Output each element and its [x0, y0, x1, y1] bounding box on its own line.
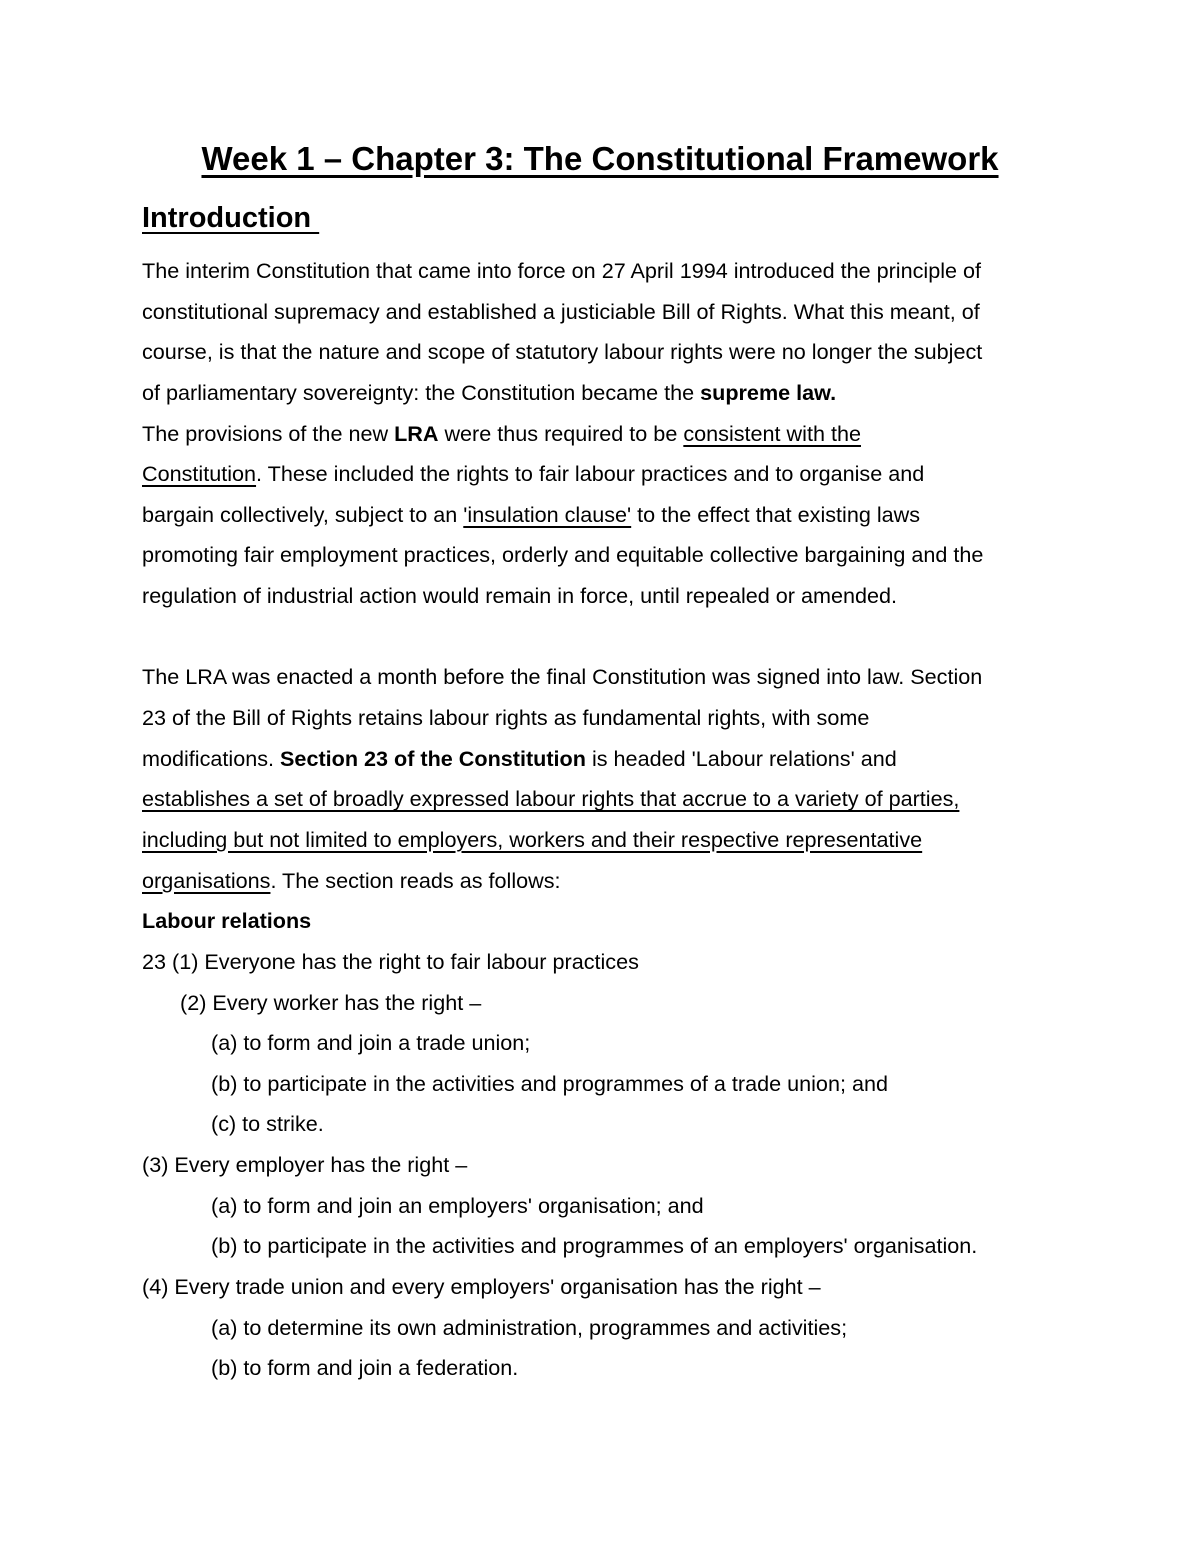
- clause-subitem: (b) to participate in the activities and programmes of an employers' organisation.: [211, 1233, 978, 1259]
- page-title: Week 1 – Chapter 3: The Constitutional Framework: [201, 140, 999, 177]
- underlined-phrase: Constitution: [142, 461, 257, 487]
- text-line: [142, 251, 1072, 292]
- text-run: The interim Constitution that came into force on 27 April 1994 introduced the principle of: [142, 258, 982, 283]
- clause-subitem: (b) to participate in the activities and programmes of a trade union; and: [211, 1070, 888, 1096]
- text-line: [142, 698, 1072, 739]
- text-run: promoting fair employment practices, orderly and equitable collective bargaining and the: [142, 542, 984, 568]
- text-run: is headed 'Labour relations' and: [585, 745, 897, 771]
- text-line: [142, 332, 1072, 373]
- text-run: . These included the rights to fair labour practices and to organise and: [256, 461, 925, 487]
- text-line: [142, 535, 1072, 576]
- clause-subitem: (c) to strike.: [211, 1111, 324, 1137]
- clause-item: (4) Every trade union and every employers' organisation has the right –: [142, 1274, 821, 1300]
- underlined-phrase: organisations: [142, 867, 271, 893]
- clause-item: (2) Every worker has the right –: [180, 989, 482, 1015]
- text-line: [142, 495, 1072, 536]
- subheading-labour-relations: Labour relations: [142, 908, 312, 934]
- text-line: [142, 373, 1072, 414]
- text-run: course, is that the nature and scope of statutory labour rights were no longer the subject: [142, 339, 983, 365]
- text-run: regulation of industrial action would remain in force, until repealed or amended.: [142, 583, 898, 609]
- text-line: [142, 454, 1072, 495]
- text-run: were thus required to be: [438, 420, 684, 446]
- text-run: to the effect that existing laws: [631, 501, 921, 527]
- clause-subitem: (b) to form and join a federation.: [211, 1355, 519, 1381]
- blank-line: [142, 617, 1072, 658]
- bold-term-supreme-law: supreme law.: [700, 379, 837, 405]
- underlined-phrase: establishes a set of broadly expressed labour rights that accrue to a variety of parties,: [142, 786, 960, 812]
- text-line: [142, 576, 1072, 617]
- text-line: [142, 414, 1072, 455]
- clause-subitem: (a) to form and join an employers' organisation; and: [211, 1192, 704, 1218]
- section-heading-introduction: Introduction: [142, 202, 320, 234]
- clause-subitem: (a) to form and join a trade union;: [211, 1030, 531, 1056]
- clause-subitem: (a) to determine its own administration, programmes and activities;: [211, 1314, 848, 1340]
- text-run: bargain collectively, subject to an: [142, 501, 464, 527]
- text-line: [142, 820, 1072, 861]
- text-run: of parliamentary sovereignty: the Constitution became the: [142, 379, 701, 405]
- text-run: modifications.: [142, 745, 281, 771]
- text-run: The LRA was enacted a month before the final Constitution was signed into law. Section: [142, 664, 983, 690]
- document-body: [142, 251, 1072, 1389]
- text-line: [142, 657, 1072, 698]
- text-line: [142, 292, 1072, 333]
- text-line: [142, 861, 1072, 902]
- text-run: 23 of the Bill of Rights retains labour rights as fundamental rights, with some: [142, 705, 870, 731]
- text-line: [142, 739, 1072, 780]
- clause-item: (3) Every employer has the right –: [142, 1152, 468, 1178]
- underlined-phrase: including but not limited to employers, workers and their respective representative: [142, 826, 923, 852]
- clause-item: 23 (1) Everyone has the right to fair labour practices: [142, 948, 639, 974]
- text-run: The provisions of the new: [142, 420, 395, 446]
- text-run: constitutional supremacy and established a justiciable Bill of Rights. What this meant, of: [142, 298, 980, 324]
- bold-term-lra: LRA: [394, 420, 439, 446]
- bold-term-section-23: Section 23 of the Constitution: [280, 745, 586, 771]
- underlined-phrase: consistent with the: [683, 420, 861, 446]
- text-run: . The section reads as follows:: [270, 867, 561, 893]
- text-line: [142, 779, 1072, 820]
- underlined-phrase-insulation-clause: 'insulation clause': [463, 501, 632, 527]
